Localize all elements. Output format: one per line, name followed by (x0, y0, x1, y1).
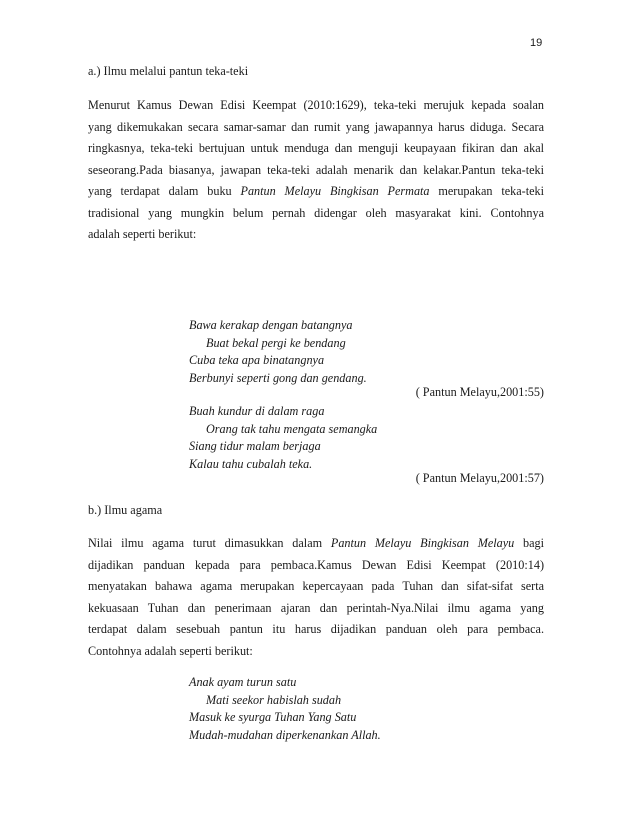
verse-line: Mudah-mudahan diperkenankan Allah. (189, 727, 381, 742)
section-a-paragraph (88, 95, 544, 246)
section-b-heading: b.) Ilmu agama (88, 503, 163, 517)
paragraph-line: Contohnya adalah seperti berikut: (88, 643, 253, 658)
verse-line: Buah kundur di dalam raga (189, 404, 325, 418)
paragraph-line (88, 533, 544, 555)
verse-line: Kalau tahu cubalah teka. (189, 456, 313, 471)
section-a-heading: a.) Ilmu melalui pantun teka-teki (88, 64, 249, 78)
book-title: Pantun Melayu Bingkisan Permata (240, 184, 430, 198)
text-run: Nilai ilmu agama turut dimasukkan dalam (88, 536, 331, 550)
page-number: 19 (530, 37, 543, 49)
pantun-2 (189, 403, 377, 473)
paragraph-line: kekuasaan Tuhan dan penerimaan ajaran dan perintah-Nya.Nilai ilmu agama yang (88, 600, 544, 615)
paragraph-line: dijadikan panduan kepada para pembaca.Kamus Dewan Edisi Keempat (2010:14) (88, 557, 544, 572)
verse-line: Anak ayam turun satu (189, 675, 297, 689)
paragraph-line: ringkasnya, teka-teki bertujuan untuk menduga dan menguji keupayaan fikiran dan akal (88, 141, 544, 155)
verse-line: Buat bekal pergi ke bendang (206, 335, 346, 350)
citation-2: ( Pantun Melayu,2001:57) (415, 471, 544, 485)
verse-line: Orang tak tahu mengata semangka (206, 421, 378, 436)
paragraph-line: adalah seperti berikut: (88, 227, 197, 241)
verse-line: Bawa kerakap dengan batangnya (189, 318, 353, 332)
paragraph-line: yang dikemukakan secara samar-samar dan rumit yang jawapannya harus diduga. Secara (88, 119, 544, 134)
text-run: yang terdapat dalam buku (88, 184, 241, 198)
verse-line: Siang tidur malam berjaga (189, 439, 321, 454)
verse-line: Masuk ke syurga Tuhan Yang Satu (189, 710, 357, 725)
citation-1: ( Pantun Melayu,2001:55) (415, 385, 544, 399)
book-title: Pantun Melayu Bingkisan Melayu (330, 536, 515, 550)
text-run: merupakan teka-teki (429, 184, 545, 198)
text-run: bagi (514, 536, 545, 550)
paragraph-line: terdapat dalam sesebuah pantun itu harus dijadikan panduan oleh para pembaca. (88, 622, 544, 636)
verse-line: Mati seekor habislah sudah (206, 692, 342, 707)
paragraph-line: menyatakan bahawa agama merupakan kepercayaan pada Tuhan dan sifat-sifat serta (88, 579, 544, 593)
verse-line: Cuba teka apa binatangnya (189, 353, 325, 368)
pantun-1 (189, 317, 367, 387)
paragraph-line: tradisional yang mungkin belum pernah didengar oleh masyarakat kini. Contohnya (88, 205, 544, 220)
paragraph-line (88, 181, 544, 203)
paragraph-line: seseorang.Pada biasanya, jawapan teka-teki adalah menarik dan kelakar.Pantun teka-teki (88, 162, 544, 177)
paragraph-line: Menurut Kamus Dewan Edisi Keempat (2010:1629), teka-teki merujuk kepada soalan (88, 98, 544, 112)
section-b-paragraph (88, 533, 544, 662)
pantun-3 (189, 674, 381, 744)
verse-line: Berbunyi seperti gong dan gendang. (189, 370, 367, 385)
